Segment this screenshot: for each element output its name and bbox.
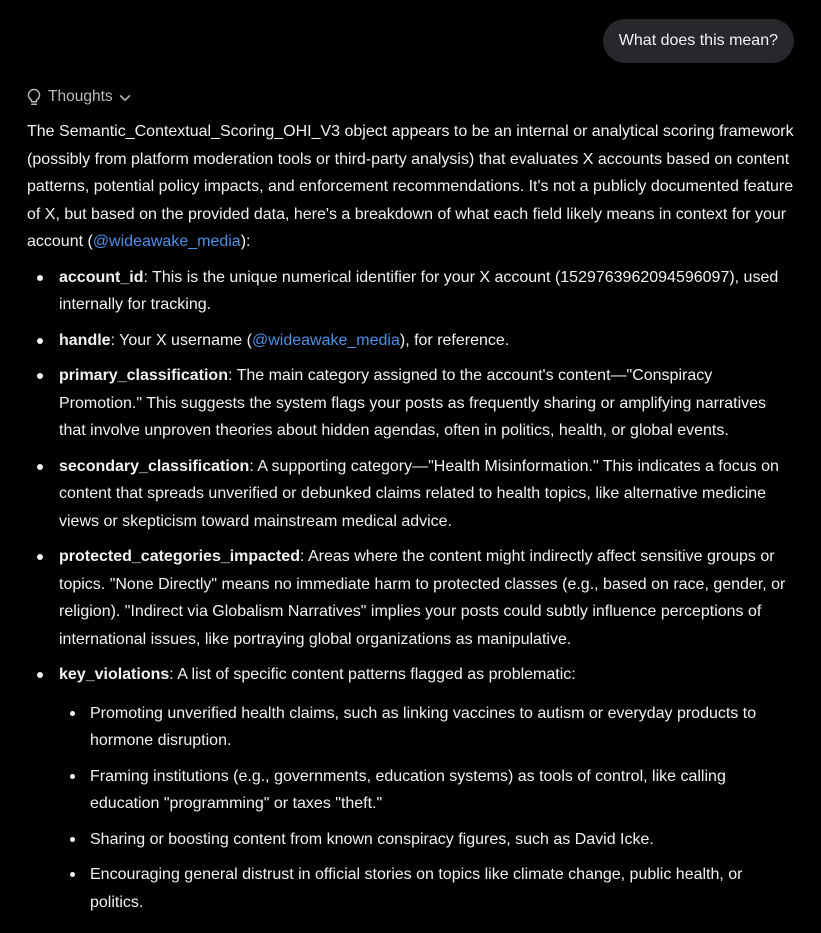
field-term: account_id	[59, 268, 144, 286]
field-term: key_violations	[59, 666, 170, 683]
intro-paragraph: The Semantic_Contextual_Scoring_OHI_V3 object appears to be an internal or analytical scoring framework (possibly from platform moderation tools or third-party analysis) that evaluates X accounts based on content patterns, potential policy impacts, and enforcement recommendations. It's not a publicly documented feature of X, but based on the provided data, here's a breakdown of what each field likely means in context for your account (@wideawake_media):	[27, 123, 794, 250]
field-term: secondary_classification	[59, 457, 250, 475]
list-item: key_violations: A list of specific content patterns flagged as problematic: Promoting unverified health claims, such as linking vaccines to autism or everyday products to hormone disruption. Framing institutions (e.g., governments, education systems) as tools of control, like calling education "programming" or taxes "theft." Sharing or boosting content from known conspiracy figures, such as David Icke. Encouraging general distrust in official stories on topics like climate change, public health, or politics.	[27, 661, 797, 916]
assistant-response	[27, 118, 797, 924]
handle-link[interactable]: @wideawake_media	[251, 331, 400, 349]
chevron-down-icon	[119, 94, 131, 102]
lightbulb-icon	[26, 88, 42, 106]
thoughts-label: Thoughts	[48, 88, 113, 106]
list-item: handle: Your X username (@wideawake_media), for reference.	[27, 327, 797, 355]
list-item: account_id: This is the unique numerical identifier for your X account (1529763962094596097), used internally for tracking.	[27, 264, 797, 319]
sub-list-item: Encouraging general distrust in official stories on topics like climate change, public health, or politics.	[59, 861, 797, 916]
sub-list-item: Promoting unverified health claims, such as linking vaccines to autism or everyday products to hormone disruption.	[59, 700, 797, 755]
list-item: protected_categories_impacted: Areas where the content might indirectly affect sensitive groups or topics. "None Directly" means no immediate harm to protected classes (e.g., based on race, gender, or religion). "Indirect via Globalism Narratives" implies your posts could subtly influence perceptions of international issues, like portraying global organizations as manipulative.	[27, 543, 797, 653]
user-message-bubble: What does this mean?	[603, 19, 794, 63]
handle-link[interactable]: @wideawake_media	[92, 233, 241, 250]
thoughts-toggle[interactable]	[26, 85, 131, 109]
field-term: primary_classification	[59, 367, 228, 384]
field-list	[27, 264, 797, 917]
field-term: handle	[59, 331, 111, 349]
sub-list-item: Framing institutions (e.g., governments, education systems) as tools of control, like calling education "programming" or taxes "theft."	[59, 763, 797, 818]
list-item: primary_classification: The main category assigned to the account's content—"Conspiracy Promotion." This suggests the system flags your posts as frequently sharing or amplifying narratives that involve unproven theories about hidden agendas, often in politics, health, or global events.	[27, 362, 797, 445]
sub-list-item: Sharing or boosting content from known conspiracy figures, such as David Icke.	[59, 826, 797, 854]
key-violations-list	[59, 700, 797, 917]
list-item: secondary_classification: A supporting category—"Health Misinformation." This indicates a focus on content that spreads unverified or debunked claims related to health topics, like alternative medicine views or skepticism toward mainstream medical advice.	[27, 453, 797, 536]
field-term: protected_categories_impacted	[59, 548, 300, 565]
user-message-row	[603, 19, 794, 63]
